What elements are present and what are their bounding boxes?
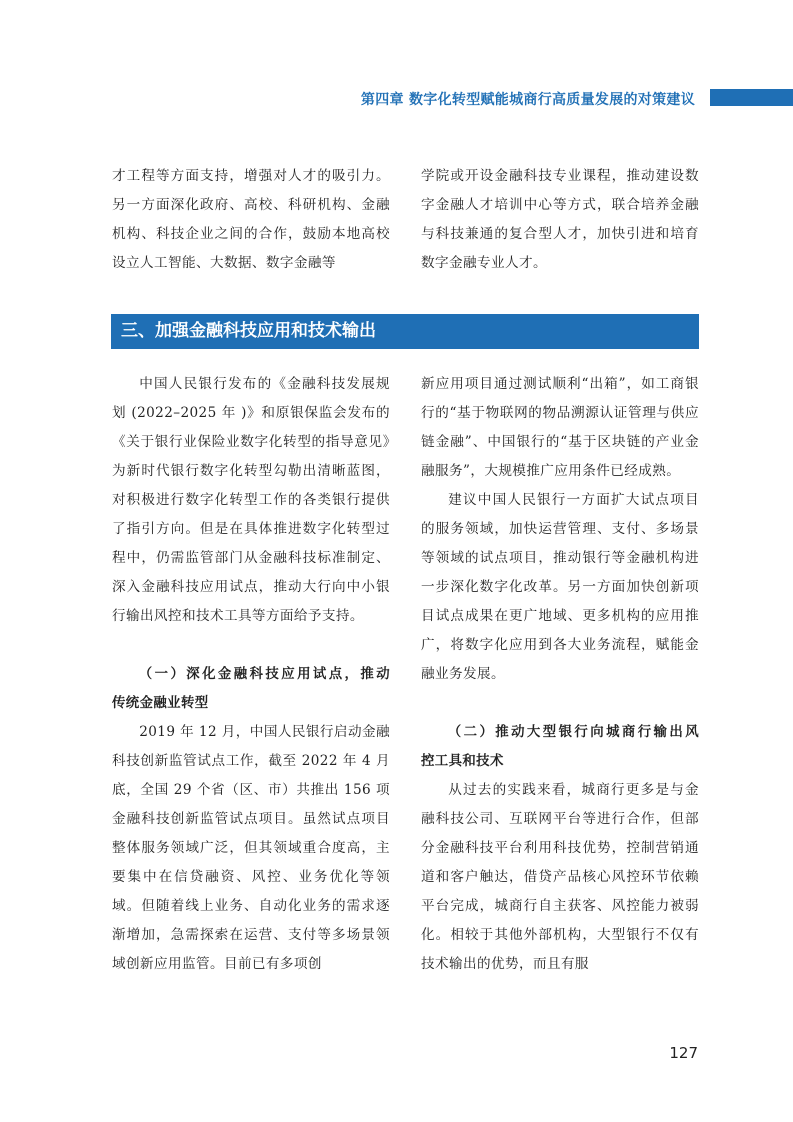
right-paragraph-1: 新应用项目通过测试顺利“出箱”，如工商银行的“基于物联网的物品溯源认证管理与供应链金融”、中国银行的“基于区块链的产业金融服务”，大规模推广应用条件已经成熟。 xyxy=(421,376,699,479)
left-paragraph-1: 中国人民银行发布的《金融科技发展规划 (2022–2025 年 )》和原银保监会发布的《关于银行业保险业数字化转型的指导意见》为新时代银行数字化转型勾勒出清晰蓝图，对积极进行数字化转型工作的各类银行提供了指引方向。但是在具体推进数字化转型过程中，仍需监管部门从金融科技标准制定、深入金融科技应用试点，推动大行向中小银行输出风控和技术工具等方面给予支持。 xyxy=(112,376,390,624)
subheading-1-line-2: 传统金融业转型 xyxy=(112,696,209,711)
subheading-2 xyxy=(421,718,699,776)
top-left-paragraph: 才工程等方面支持，增强对人才的吸引力。另一方面深化政府、高校、科研机构、金融机构、科技企业之间的合作，鼓励本地高校设立人工智能、大数据、数字金融等 xyxy=(112,168,390,271)
left-paragraph-2: 2019 年 12 月，中国人民银行启动金融科技创新监管试点工作，截至 2022 年 4 月底，全国 29 个省（区、市）共推出 156 项金融科技创新监管试点项目。虽然试点项目整体服务领域广泛，但其领域重合度高，主要集中在信贷融资、风控、业务优化等领域。但随着线上业务、自动化业务的需求逐渐增加，急需探索在运营、支付等多场景领域创新应用监管。目前已有多项创 xyxy=(112,724,390,972)
top-left-text xyxy=(112,162,390,278)
subheading-1 xyxy=(112,660,390,718)
page-number: 127 xyxy=(669,1044,698,1062)
right-paragraph-2: 建议中国人民银行一方面扩大试点项目的服务领域，加快运营管理、支付、多场景等领域的试点项目，推动银行等金融机构进一步深化数字化改革。另一方面加快创新项目试点成果在更广地域、更多机构的应用推广，将数字化应用到各大业务流程，赋能金融业务发展。 xyxy=(421,492,699,682)
left-column xyxy=(112,370,390,979)
right-column xyxy=(421,370,699,979)
right-paragraph-3: 从过去的实践来看，城商行更多是与金融科技公司、互联网平台等进行合作，但部分金融科技平台利用科技优势，控制营销通道和客户触达，借贷产品核心风控环节依赖平台完成，城商行自主获客、风控能力被弱化。相较于其他外部机构，大型银行不仅有技术输出的优势，而且有服 xyxy=(421,782,699,972)
subheading-2-line-2: 控工具和技术 xyxy=(421,754,504,769)
top-right-paragraph: 学院或开设金融科技专业课程，推动建设数字金融人才培训中心等方式，联合培养金融与科技兼通的复合型人才，加快引进和培育数字金融专业人才。 xyxy=(421,168,699,271)
header-accent-bar xyxy=(710,89,793,106)
subheading-2-line-1: （二）推动大型银行向城商行输出风 xyxy=(447,725,699,740)
running-head-title: 第四章 数字化转型赋能城商行高质量发展的对策建议 xyxy=(360,92,695,108)
top-right-text xyxy=(421,162,699,278)
subheading-1-line-1: （一）深化金融科技应用试点，推动 xyxy=(138,667,390,682)
section-heading: 三、加强金融科技应用和技术输出 xyxy=(111,314,699,349)
